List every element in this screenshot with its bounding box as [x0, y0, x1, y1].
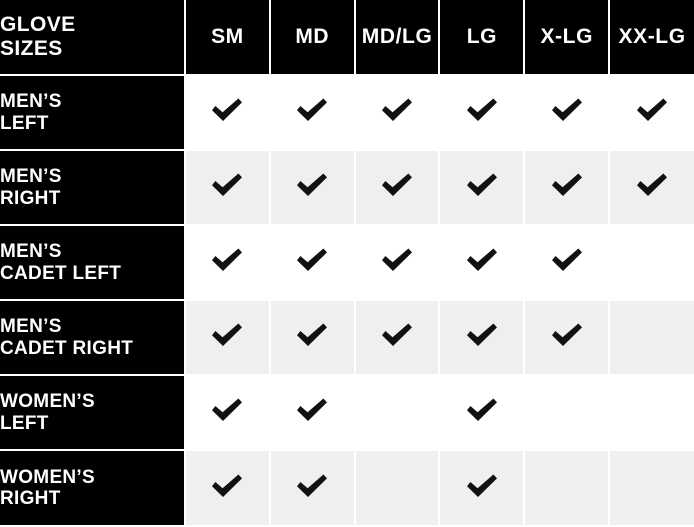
cell-men-s-right-md-lg [355, 150, 440, 225]
row-label-line-1: MEN’S [0, 241, 62, 263]
row-header-men-s-cadet-left [0, 225, 185, 300]
check-icon [380, 172, 414, 198]
cell-men-s-left-sm [185, 75, 270, 150]
cell-women-s-left-md-lg [355, 375, 440, 450]
check-icon [465, 322, 499, 348]
check-icon [465, 97, 499, 123]
check-icon [550, 247, 584, 273]
chart-title-line-2: SIZES [0, 37, 63, 60]
row-label-line-1: WOMEN’S [0, 466, 95, 488]
cell-men-s-right-md [270, 150, 355, 225]
check-icon [210, 397, 244, 423]
table-row [0, 225, 694, 300]
column-header-lg: LG [439, 0, 524, 75]
column-header-sm: SM [185, 0, 270, 75]
cell-men-s-right-lg [439, 150, 524, 225]
row-label-line-2: RIGHT [0, 187, 61, 209]
cell-women-s-right-xx-lg [609, 450, 694, 525]
check-icon [465, 247, 499, 273]
row-header-men-s-cadet-right [0, 300, 185, 375]
row-header-women-s-left [0, 375, 185, 450]
column-header-md: MD [270, 0, 355, 75]
check-icon [380, 97, 414, 123]
cell-men-s-cadet-right-md-lg [355, 300, 440, 375]
cell-men-s-cadet-right-xx-lg [609, 300, 694, 375]
cell-men-s-right-sm [185, 150, 270, 225]
table-row [0, 375, 694, 450]
cell-women-s-right-md-lg [355, 450, 440, 525]
chart-title-line-1: GLOVE [0, 13, 76, 37]
cell-men-s-cadet-left-md-lg [355, 225, 440, 300]
column-header-x-lg: X-LG [524, 0, 609, 75]
cell-men-s-left-xx-lg [609, 75, 694, 150]
check-icon [380, 322, 414, 348]
cell-women-s-left-xx-lg [609, 375, 694, 450]
table-row [0, 450, 694, 525]
row-label-line-1: WOMEN’S [0, 391, 95, 413]
row-header-men-s-left [0, 75, 185, 150]
cell-women-s-right-lg [439, 450, 524, 525]
cell-men-s-left-lg [439, 75, 524, 150]
check-icon [295, 172, 329, 198]
row-label-line-1: MEN’S [0, 316, 62, 338]
row-label-line-2: CADET LEFT [0, 262, 122, 284]
cell-women-s-right-x-lg [524, 450, 609, 525]
row-label-line-2: LEFT [0, 112, 49, 134]
check-icon [295, 322, 329, 348]
cell-men-s-cadet-right-md [270, 300, 355, 375]
cell-men-s-left-x-lg [524, 75, 609, 150]
check-icon [635, 97, 669, 123]
cell-men-s-cadet-left-sm [185, 225, 270, 300]
check-icon [465, 172, 499, 198]
cell-men-s-left-md-lg [355, 75, 440, 150]
cell-men-s-cadet-left-lg [439, 225, 524, 300]
check-icon [550, 172, 584, 198]
cell-men-s-cadet-left-x-lg [524, 225, 609, 300]
row-header-men-s-right [0, 150, 185, 225]
column-header-xx-lg: XX-LG [609, 0, 694, 75]
cell-women-s-left-sm [185, 375, 270, 450]
cell-men-s-right-xx-lg [609, 150, 694, 225]
table-row [0, 300, 694, 375]
row-label-line-2: LEFT [0, 412, 49, 434]
cell-men-s-cadet-left-md [270, 225, 355, 300]
table-header [0, 0, 694, 75]
cell-men-s-left-md [270, 75, 355, 150]
cell-men-s-right-x-lg [524, 150, 609, 225]
cell-men-s-cadet-right-lg [439, 300, 524, 375]
check-icon [465, 473, 499, 499]
cell-men-s-cadet-left-xx-lg [609, 225, 694, 300]
row-label-line-2: CADET RIGHT [0, 337, 134, 359]
cell-men-s-cadet-right-x-lg [524, 300, 609, 375]
cell-women-s-left-md [270, 375, 355, 450]
check-icon [550, 322, 584, 348]
column-header-md-lg: MD/LG [355, 0, 440, 75]
table-body [0, 75, 694, 525]
check-icon [465, 397, 499, 423]
row-label-line-1: MEN’S [0, 91, 62, 113]
check-icon [295, 473, 329, 499]
check-icon [295, 97, 329, 123]
table-row [0, 150, 694, 225]
check-icon [295, 247, 329, 273]
check-icon [210, 172, 244, 198]
cell-women-s-left-lg [439, 375, 524, 450]
check-icon [210, 473, 244, 499]
row-label-line-2: RIGHT [0, 488, 61, 509]
header-row [0, 0, 694, 75]
check-icon [380, 247, 414, 273]
check-icon [210, 322, 244, 348]
check-icon [635, 172, 669, 198]
cell-women-s-right-md [270, 450, 355, 525]
check-icon [295, 397, 329, 423]
check-icon [210, 97, 244, 123]
row-label-line-1: MEN’S [0, 166, 62, 188]
table-row [0, 75, 694, 150]
row-header-women-s-right [0, 450, 185, 525]
cell-men-s-cadet-right-sm [185, 300, 270, 375]
cell-women-s-right-sm [185, 450, 270, 525]
check-icon [210, 247, 244, 273]
chart-title-cell [0, 0, 185, 75]
check-icon [550, 97, 584, 123]
cell-women-s-left-x-lg [524, 375, 609, 450]
